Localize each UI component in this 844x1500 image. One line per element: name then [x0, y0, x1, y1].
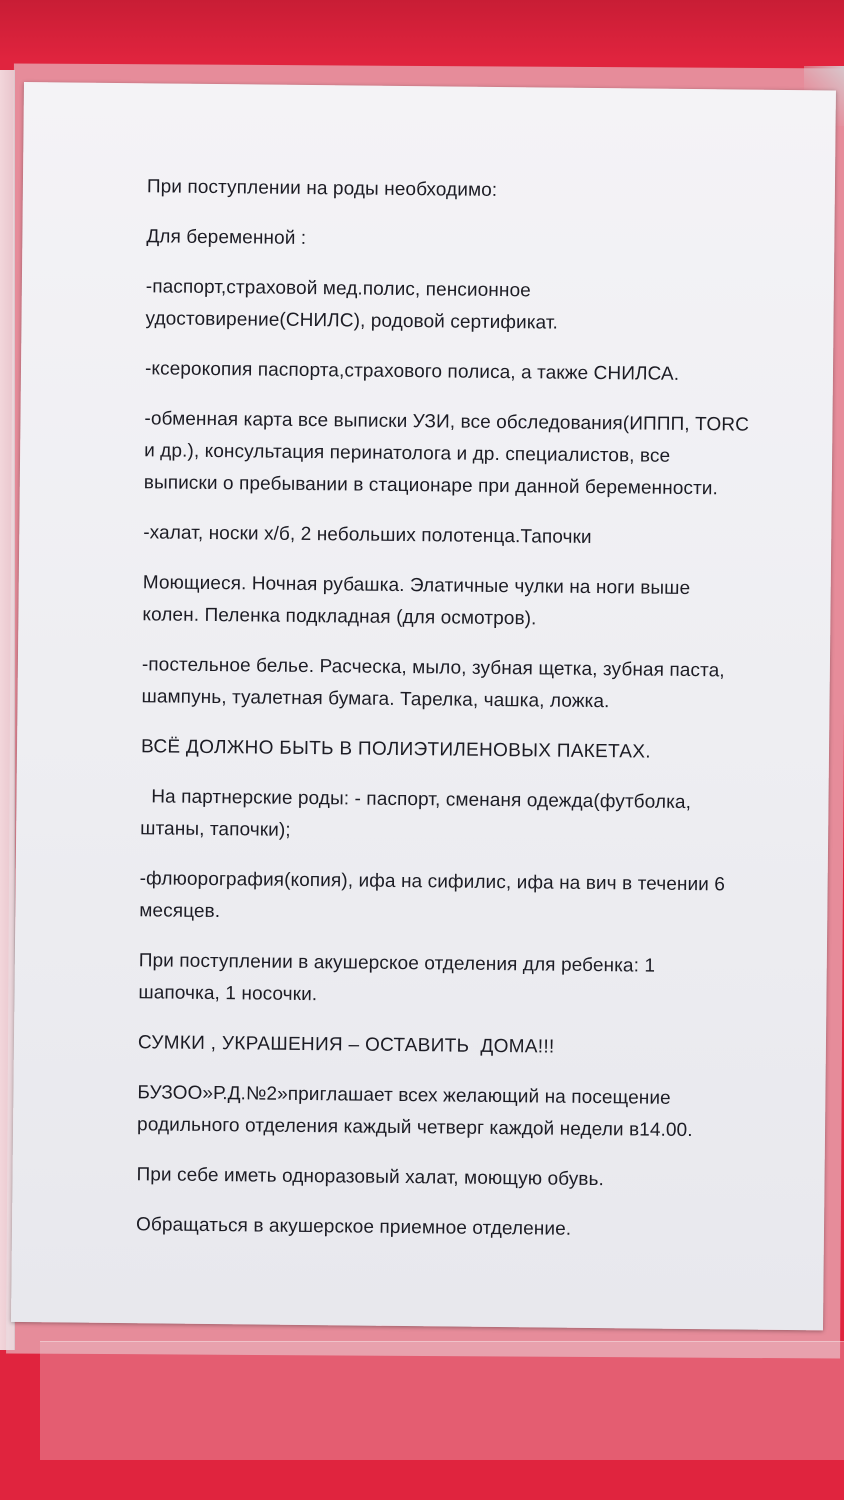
notice-item-exchange-card: -обменная карта все выписки УЗИ, все обследования(ИППП, TORC и др.), консультация перинатолога и др. специалистов, все выписки о пребывании в стационаре при данной беременности.: [143, 408, 750, 500]
notice-partner-tests: -флюорография(копия), ифа на сифилис, ифа на вич в течении 6 месяцев.: [139, 868, 726, 923]
notice-item-clothing: Моющиеся. Ночная рубашка. Элатичные чулки на ноги выше колен. Пеленка подкладная (для осмотров).: [142, 572, 691, 630]
notice-item-robe: -халат, носки х/б, 2 небольших полотенца.Тапочки: [143, 522, 592, 548]
notice-contact: Обращаться в акушерское приемное отделение.: [135, 1214, 572, 1240]
notice-item-hygiene: -постельное белье. Расческа, мыло, зубная щетка, зубная паста, шампунь, туалетная бумага. Тарелка, чашка, ложка.: [141, 654, 725, 713]
notice-warning-bags: ВСЁ ДОЛЖНО БЫТЬ В ПОЛИЭТИЛЕНОВЫХ ПАКЕТАХ.: [140, 736, 652, 763]
notice-item-copies: -ксерокопия паспорта,страхового полиса, а также СНИЛСА.: [144, 358, 680, 385]
wall-background: [0, 0, 844, 60]
notice-text: [136, 171, 836, 1266]
notice-paper: [11, 82, 836, 1330]
notice-heading: При поступлении на роды необходимо:: [146, 176, 498, 201]
notice-item-documents: -паспорт,страховой мед.полис, пенсионное удостовирение(СНИЛС), родовой сертификат.: [145, 276, 559, 334]
notice-warning-leave-home: СУМКИ , УКРАШЕНИЯ – ОСТАВИТЬ ДОМА!!!: [137, 1032, 555, 1058]
notice-baby-items: При поступлении в акушерское отделения для ребенка: 1 шапочка, 1 носочки.: [138, 950, 656, 1006]
notice-invitation: БУЗОО»Р.Д.№2»приглашает всех желающий на посещение родильного отделения каждый четверг каждой недели в14.00.: [136, 1082, 693, 1142]
lower-sleeve-reflection: [40, 1341, 844, 1460]
notice-partner-birth: На партнерские роды: - паспорт, сменаня одежда(футболка, штаны, тапочки);: [140, 786, 692, 841]
notice-subheading-pregnant: Для беременной :: [146, 226, 307, 249]
notice-bring-items: При себе иметь одноразовый халат, моющую обувь.: [136, 1164, 605, 1191]
